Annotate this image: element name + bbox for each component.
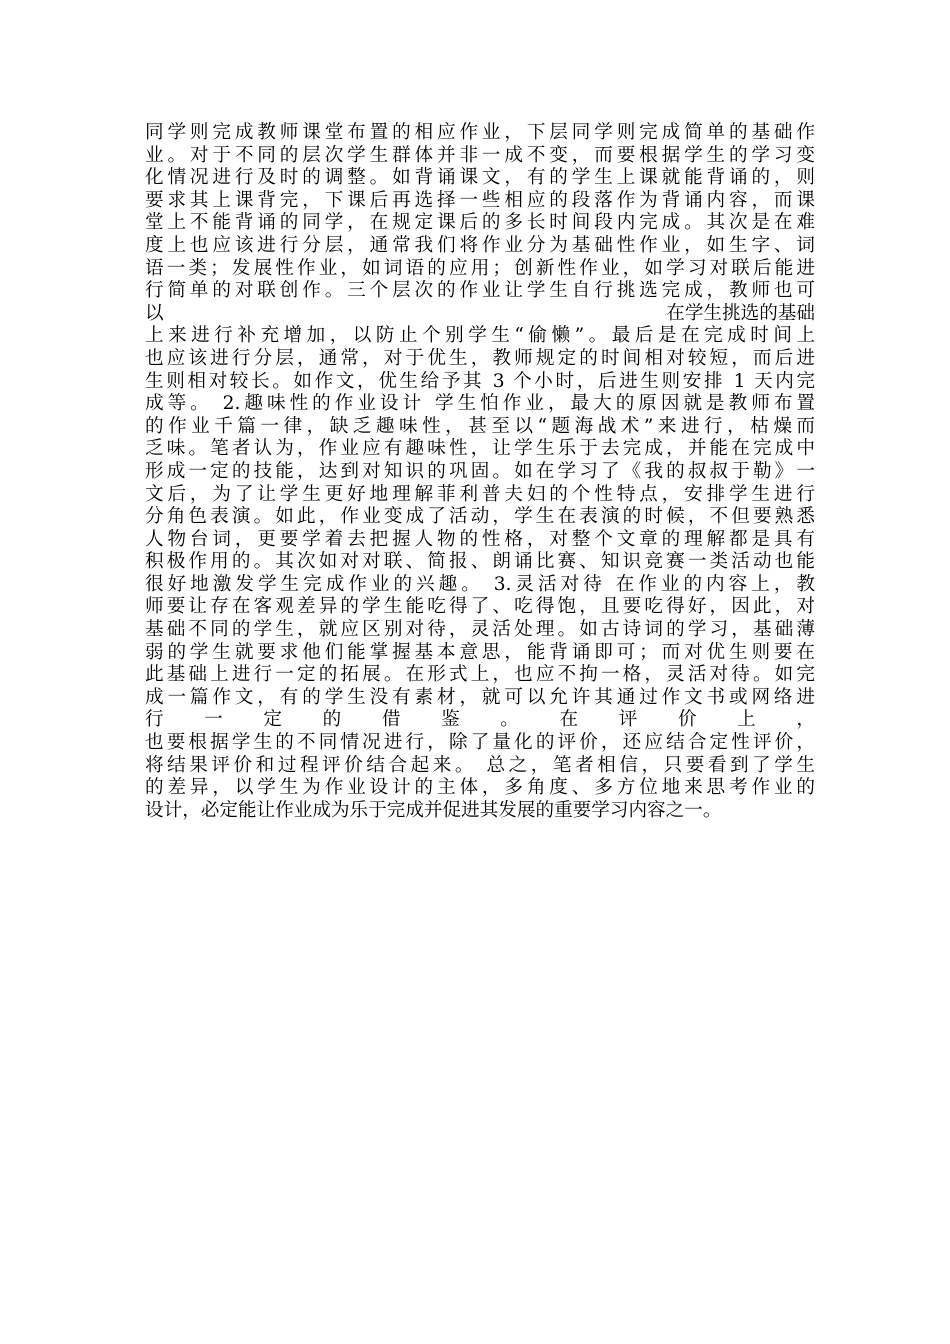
- text-line: 上来进行补充增加，以防止个别学生“偷懒”。最后是在完成时间上: [145, 325, 815, 347]
- body-text: [145, 122, 815, 822]
- text-line-spread: 行 一 定 的 借 鉴 。 在 评 价 上 ，: [145, 709, 815, 731]
- text-line: 文后，为了让学生更好地理解菲利普夫妇的个性特点，安排学生进行: [145, 483, 815, 505]
- text-line-left: 以: [145, 302, 164, 324]
- text-line: 也要根据学生的不同情况进行，除了量化的评价，还应结合定性评价，: [145, 732, 815, 754]
- text-line: 度上也应该进行分层，通常我们将作业分为基础性作业，如生字、词: [145, 234, 815, 256]
- text-line: 基础不同的学生，就应区别对待，灵活处理。如古诗词的学习，基础薄: [145, 619, 815, 641]
- text-line: 成等。 2.趣味性的作业设计 学生怕作业，最大的原因就是教师布置: [145, 393, 815, 415]
- text-line: 同学则完成教师课堂布置的相应作业，下层同学则完成简单的基础作: [145, 122, 815, 143]
- text-line-right: 在学生挑选的基础: [666, 302, 815, 324]
- text-line: 形成一定的技能，达到对知识的巩固。如在学习了《我的叔叔于勒》一: [145, 460, 815, 482]
- text-line: 也应该进行分层，通常，对于优生，教师规定的时间相对较短，而后进: [145, 347, 815, 369]
- text-line: 业。对于不同的层次学生群体并非一成不变，而要根据学生的学习变: [145, 144, 815, 166]
- text-line: 成一篇作文，有的学生没有素材，就可以允许其通过作文书或网络进: [145, 686, 815, 708]
- text-line: 积极作用的。其次如对对联、简报、朗诵比赛、知识竞赛一类活动也能: [145, 551, 815, 573]
- text-line: 师要让存在客观差异的学生能吃得了、吃得饱，且要吃得好，因此，对: [145, 596, 815, 618]
- text-line: 分角色表演。如此，作业变成了活动，学生在表演的时候，不但要熟悉: [145, 506, 815, 528]
- text-line-split: [145, 303, 815, 326]
- text-line: 的差异，以学生为作业设计的主体，多角度、多方位地来思考作业的: [145, 777, 815, 799]
- text-line: 此基础上进行一定的拓展。在形式上，也应不拘一格，灵活对待。如完: [145, 664, 815, 686]
- text-line: 堂上不能背诵的同学，在规定课后的多长时间段内完成。其次是在难: [145, 212, 815, 234]
- text-line: 语一类；发展性作业，如词语的应用；创新性作业，如学习对联后能进: [145, 257, 815, 279]
- text-line: 行简单的对联创作。三个层次的作业让学生自行挑选完成，教师也可: [145, 280, 815, 302]
- text-line: 生则相对较长。如作文，优生给予其 3 个小时，后进生则安排 1 天内完: [145, 370, 815, 392]
- text-line: 要求其上课背完，下课后再选择一些相应的段落作为背诵内容，而课: [145, 189, 815, 211]
- text-line: 人物台词，更要学着去把握人物的性格，对整个文章的理解都是具有: [145, 528, 815, 550]
- text-line: 很好地激发学生完成作业的兴趣。 3.灵活对待 在作业的内容上，教: [145, 573, 815, 595]
- text-line: 乏味。笔者认为，作业应有趣味性，让学生乐于去完成，并能在完成中: [145, 438, 815, 460]
- text-line: 弱的学生就要求他们能掌握基本意思，能背诵即可；而对优生则要在: [145, 641, 815, 663]
- text-line: 的作业千篇一律，缺乏趣味性，甚至以“题海战术”来进行，枯燥而: [145, 415, 815, 437]
- text-line: 将结果评价和过程评价结合起来。 总之，笔者相信，只要看到了学生: [145, 754, 815, 776]
- text-line-last: 设计，必定能让作业成为乐于完成并促进其发展的重要学习内容之一。: [145, 799, 722, 821]
- text-line: 化情况进行及时的调整。如背诵课文，有的学生上课就能背诵的，则: [145, 167, 815, 189]
